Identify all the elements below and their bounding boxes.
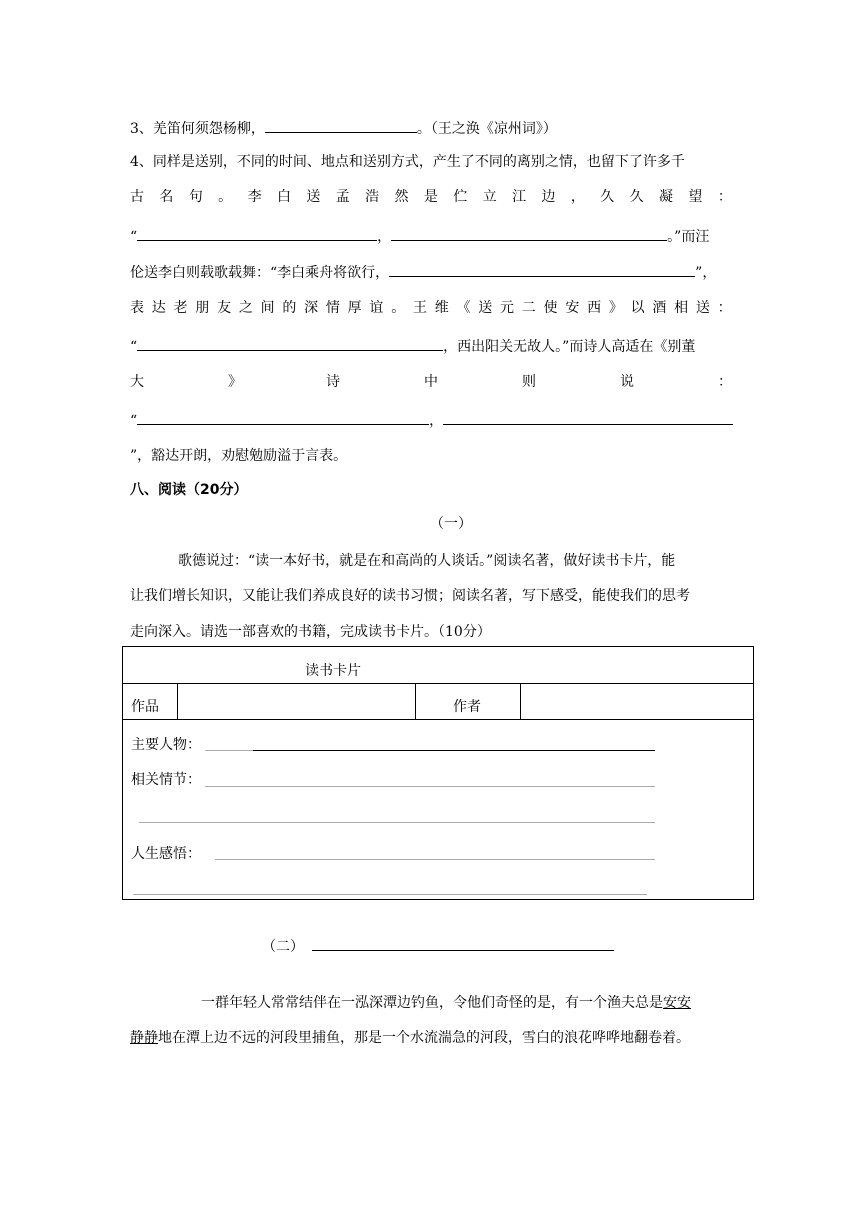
q4-line-4 — [130, 262, 716, 283]
q4-line-7 — [130, 372, 732, 392]
justified-char: 》 — [608, 300, 623, 316]
q4-blank-4[interactable] — [137, 336, 443, 351]
justified-char: 谊 — [369, 300, 384, 316]
justified-char: 名 — [159, 189, 174, 205]
justified-char: ： — [717, 189, 732, 205]
q4-line-4-prefix: 伦送李白则载歌载舞：“李白乘舟将欲行， — [130, 265, 390, 281]
justified-char: 送 — [306, 189, 321, 205]
justified-char: 送 — [478, 300, 493, 316]
justified-char: 》 — [228, 374, 242, 390]
author-label: 作者 — [453, 699, 481, 715]
section-8-title: 八、阅读（20分） — [130, 482, 248, 498]
justified-char: 诗 — [326, 374, 340, 390]
justified-char: 。 — [218, 189, 233, 205]
justified-char: 朋 — [195, 300, 210, 316]
justified-char: 深 — [304, 300, 319, 316]
characters-line-start — [205, 750, 253, 751]
q4-blank-2[interactable] — [391, 226, 667, 241]
justified-char: 说 — [620, 374, 634, 390]
q4-blank-1[interactable] — [137, 226, 377, 241]
q3-prefix: 3、羌笛何须怨杨柳， — [130, 121, 265, 137]
justified-char: 安 — [565, 300, 580, 316]
justified-char: 维 — [434, 300, 449, 316]
story-text: 一群年轻人常常结伴在一泓深潭边钓鱼，令他们奇怪的是，有一个渔夫总是 — [201, 995, 663, 1011]
plot-line-2[interactable] — [139, 822, 655, 823]
justified-char: 望 — [688, 189, 703, 205]
justified-char: 浩 — [365, 189, 380, 205]
card-divider — [177, 683, 178, 719]
comma: ， — [377, 229, 392, 245]
justified-char: 是 — [423, 189, 438, 205]
insight-line-2[interactable] — [133, 894, 647, 895]
q4-line-2 — [130, 187, 732, 207]
justified-char: 中 — [424, 374, 438, 390]
justified-char: 《 — [456, 300, 471, 316]
q4-line-4-end: ”， — [695, 265, 717, 281]
justified-char: 白 — [276, 189, 291, 205]
card-divider — [123, 683, 753, 684]
para-line-3: 走向深入。请选一部喜欢的书籍，完成读书卡片。（10分） — [130, 624, 491, 640]
justified-char: ， — [570, 189, 585, 205]
justified-char: 然 — [394, 189, 409, 205]
characters-line[interactable] — [253, 750, 655, 751]
justified-char: 以 — [630, 300, 645, 316]
q4-line-5 — [130, 298, 732, 318]
q4-line-1: 4、同样是送别，不同的时间、地点和送别方式，产生了不同的离别之情，也留下了许多千 — [130, 154, 685, 170]
story-line-1 — [201, 993, 691, 1013]
underlined-word: 静静 — [130, 1030, 158, 1046]
justified-char: 友 — [217, 300, 232, 316]
justified-char: 久 — [600, 189, 615, 205]
justified-char: 老 — [173, 300, 188, 316]
question-3 — [130, 118, 557, 139]
justified-char: 使 — [543, 300, 558, 316]
q4-line-6 — [130, 336, 695, 357]
q4-line-8 — [130, 410, 733, 431]
part-2-title: （二） — [262, 939, 304, 955]
justified-char: 的 — [282, 300, 297, 316]
justified-char: 孟 — [335, 189, 350, 205]
part-2-heading — [262, 936, 614, 957]
justified-char: 送 — [695, 300, 710, 316]
justified-char: 西 — [587, 300, 602, 316]
story-text: 地在潭上边不远的河段里捕鱼，那是一个水流湍急的河段，雪白的浪花哗哗地翻卷着。 — [158, 1030, 690, 1046]
justified-char: 厚 — [347, 300, 362, 316]
q4-blank-5[interactable] — [137, 410, 429, 425]
justified-char: 立 — [482, 189, 497, 205]
justified-char: 间 — [260, 300, 275, 316]
part-1-title: （一） — [430, 516, 472, 532]
justified-char: 情 — [325, 300, 340, 316]
justified-char: 则 — [522, 374, 536, 390]
q3-answer-blank[interactable] — [265, 118, 417, 133]
q4-blank-3[interactable] — [389, 262, 695, 277]
q4-blank-6[interactable] — [443, 410, 733, 425]
para-line-2: 让我们增长知识，又能让我们养成良好的读书习惯；阅读名著，写下感受，能使我们的思考 — [130, 588, 690, 604]
justified-char: ： — [717, 300, 732, 316]
q4-line-3-end: 。”而汪 — [667, 229, 710, 245]
story-line-2 — [130, 1028, 690, 1048]
justified-char: 大 — [130, 374, 144, 390]
justified-char: 二 — [521, 300, 536, 316]
open-quote: “ — [130, 229, 138, 245]
q4-line-3 — [130, 226, 709, 247]
justified-char: 江 — [512, 189, 527, 205]
card-divider — [123, 719, 753, 720]
open-quote: “ — [130, 339, 138, 355]
justified-char: 酒 — [652, 300, 667, 316]
q4-line-9: ”，豁达开朗，劝慰勉励溢于言表。 — [130, 448, 348, 464]
plot-line-1[interactable] — [205, 786, 655, 787]
insight-line-1[interactable] — [215, 859, 655, 860]
card-title: 读书卡片 — [305, 663, 361, 679]
justified-char: 相 — [674, 300, 689, 316]
q4-line-6-end: ，西出阳关无故人。”而诗人高适在《别董 — [443, 339, 696, 355]
justified-char: 王 — [412, 300, 427, 316]
comma: ， — [429, 413, 444, 429]
plot-label: 相关情节： — [131, 772, 201, 788]
work-label: 作品 — [131, 699, 159, 715]
characters-label: 主要人物： — [131, 737, 201, 753]
justified-char: 达 — [151, 300, 166, 316]
justified-char: 伫 — [453, 189, 468, 205]
justified-char: 句 — [188, 189, 203, 205]
reading-card — [122, 646, 754, 900]
justified-char: 表 — [130, 300, 144, 316]
card-divider — [415, 683, 416, 719]
justified-char: 之 — [238, 300, 253, 316]
justified-char: 久 — [629, 189, 644, 205]
para-line-1: 歌德说过：“读一本好书，就是在和高尚的人谈话。”阅读名著，做好读书卡片，能 — [178, 553, 676, 569]
open-quote: “ — [130, 413, 138, 429]
justified-char: 古 — [130, 189, 144, 205]
insight-label: 人生感悟： — [131, 846, 201, 862]
card-divider — [520, 683, 521, 719]
part-2-title-blank[interactable] — [312, 936, 614, 951]
justified-char: 李 — [247, 189, 262, 205]
q3-suffix: 。（王之涣《凉州词》） — [416, 121, 557, 137]
justified-char: ： — [718, 374, 732, 390]
work-field[interactable] — [179, 685, 413, 717]
justified-char: 凝 — [659, 189, 674, 205]
justified-char: 元 — [500, 300, 515, 316]
underlined-word: 安安 — [663, 995, 691, 1011]
justified-char: 。 — [391, 300, 406, 316]
justified-char: 边 — [541, 189, 556, 205]
author-field[interactable] — [522, 685, 751, 717]
